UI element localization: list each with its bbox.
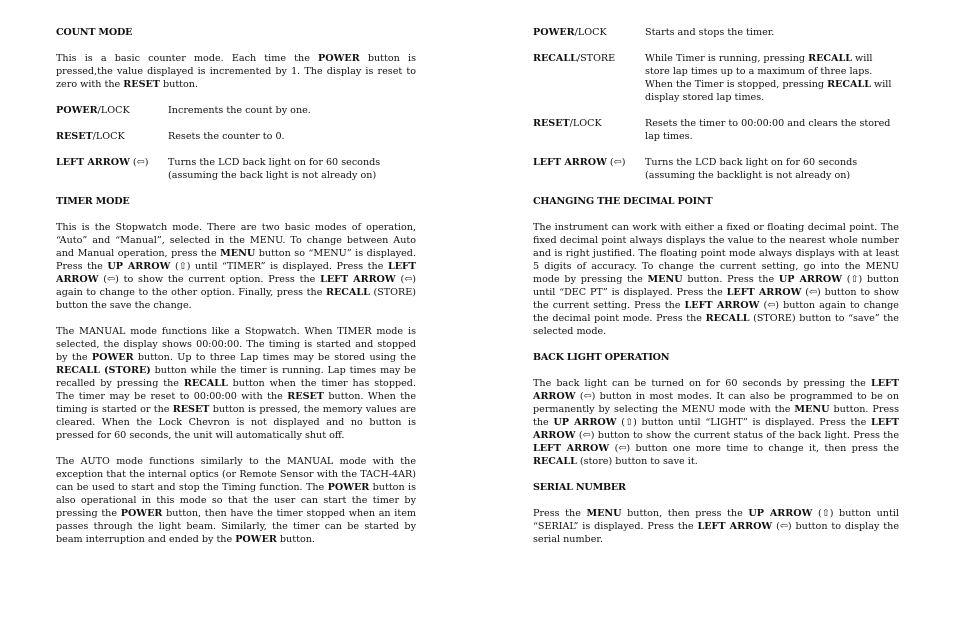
text-run: Increments the count by one. xyxy=(168,105,311,116)
text-run: While Timer is running, pressing xyxy=(645,53,809,64)
bold-term: RECALL xyxy=(808,53,852,64)
button-name xyxy=(533,156,645,182)
text-run: The back light can be turned on for 60 seconds by pressing the xyxy=(533,378,871,389)
bold-term: UP ARROW xyxy=(748,508,813,519)
text-run: button while the timer is running. Lap times may be recalled by pressing the xyxy=(56,365,416,389)
text-run: button. Press the xyxy=(682,274,779,285)
back-light-heading: BACK LIGHT OPERATION xyxy=(533,352,670,363)
bold-term: RECALL xyxy=(325,287,370,298)
button-name xyxy=(533,26,645,39)
text-run: /LOCK xyxy=(569,118,602,129)
bold-term: RESET xyxy=(56,131,93,142)
text-run: (⇦) button to display the serial number. xyxy=(533,521,899,545)
bold-term: LEFT ARROW xyxy=(533,157,607,168)
bold-term: POWER xyxy=(318,53,360,64)
button-description-row xyxy=(56,130,416,143)
bold-term: RECALL (STORE) xyxy=(56,365,151,376)
button-description xyxy=(645,156,899,182)
text-run: button, then have the timer stopped when an item passes through the light beam. Similarly, the timer can be started by beam interruption and ended by the xyxy=(56,508,416,545)
serial-number-paragraph xyxy=(533,507,899,546)
bold-term: POWER xyxy=(120,508,163,519)
text-run: button is pressed, the memory values are cleared. When the Lock Chevron is not displayed and no button is pressed for 60 seconds, the unit will automatically shut off. xyxy=(56,404,417,441)
text-run: Turns the LCD back light on for 60 seconds (assuming the backlight is not already on) xyxy=(645,157,858,181)
bold-term: LEFT ARROW xyxy=(56,157,130,168)
text-run: button. xyxy=(276,534,315,545)
bold-term: MENU xyxy=(647,274,683,285)
bold-term: MENU xyxy=(220,248,256,259)
bold-term: RECALL xyxy=(827,79,871,90)
text-run: This is a basic counter mode. Each time the xyxy=(56,53,319,64)
auto-mode-paragraph xyxy=(56,455,416,546)
text-run: (⇧) button until “LIGHT” is displayed. Press the xyxy=(616,417,871,428)
count-mode-button-list xyxy=(56,104,416,182)
bold-term: RESET xyxy=(287,391,324,402)
button-name xyxy=(533,117,645,143)
left-column xyxy=(56,26,416,559)
right-column xyxy=(533,26,899,559)
button-name xyxy=(56,156,168,182)
text-run: button is also operational in this mode so that the user can start the timer by pressing the xyxy=(56,482,417,519)
text-run: Turns the LCD back light on for 60 seconds (assuming the back light is not already on) xyxy=(168,157,381,181)
bold-term: UP ARROW xyxy=(778,274,843,285)
button-name xyxy=(56,130,168,143)
button-description-row xyxy=(533,26,899,39)
bold-term: LEFT ARROW xyxy=(533,417,899,441)
bold-term: POWER xyxy=(533,27,575,38)
button-description-row xyxy=(533,52,899,104)
bold-term: LEFT ARROW xyxy=(533,443,610,454)
bold-term: UP ARROW xyxy=(553,417,617,428)
button-description xyxy=(168,156,416,182)
text-run: /STORE xyxy=(576,53,616,64)
text-run: The instrument can work with either a fixed or floating decimal point. The fixed decimal point always displays the value to the nearest whole number and is right justified. The floating point mode always displays with at least 5 digits of accuracy. To change the current setting, go into the MENU mode by pressing the xyxy=(533,222,899,285)
bold-term: LEFT ARROW xyxy=(697,521,773,532)
button-description xyxy=(645,52,899,104)
text-run: (⇦) button to show the current status of the back light. Press the xyxy=(575,430,899,441)
text-run: (⇦) button one more time to change it, then press the xyxy=(609,443,900,454)
text-run: will display stored lap times. xyxy=(645,79,892,103)
button-name xyxy=(56,104,168,117)
count-mode-heading: COUNT MODE xyxy=(56,27,133,38)
text-run: (⇦) again to change to the other option. Finally, press the xyxy=(56,274,416,298)
bold-term: RESET xyxy=(533,118,570,129)
text-run: This is the Stopwatch mode. There are two basic modes of operation, “Auto” and “Manual”, selected in the MENU. To change between Auto and Manual operation, press the xyxy=(56,222,416,259)
text-run: (⇦) xyxy=(606,157,626,168)
text-run: Resets the counter to 0. xyxy=(168,131,285,142)
text-run: Starts and stops the timer. xyxy=(645,27,775,38)
button-description xyxy=(645,26,899,39)
bold-term: MENU xyxy=(794,404,830,415)
text-run: will store lap times up to a maximum of three laps. When the Timer is stopped, pressing xyxy=(645,53,873,90)
bold-term: POWER xyxy=(91,352,134,363)
text-run: button, then press the xyxy=(621,508,749,519)
text-run: (⇦) button again to change the decimal point mode. Press the xyxy=(533,300,899,324)
text-run: button when the timer has stopped. The timer may be reset to 00:00:00 with the xyxy=(56,378,416,402)
button-description xyxy=(168,130,416,143)
manual-mode-paragraph xyxy=(56,325,416,442)
text-run: /LOCK xyxy=(92,131,125,142)
button-description-row xyxy=(56,104,416,117)
bold-term: POWER xyxy=(235,534,277,545)
button-description xyxy=(645,117,899,143)
back-light-paragraph xyxy=(533,377,899,468)
bold-term: RESET xyxy=(123,79,160,90)
timer-mode-heading: TIMER MODE xyxy=(56,196,130,207)
bold-term: LEFT ARROW xyxy=(56,261,416,285)
text-run: button. When the timing is started or the xyxy=(56,391,416,415)
bold-term: RECALL xyxy=(533,53,577,64)
text-run: Press the xyxy=(533,508,587,519)
button-description xyxy=(168,104,416,117)
bold-term: LEFT ARROW xyxy=(684,300,760,311)
text-run: (⇦) button in most modes. It can also be programmed to be on permanently by selecting the MENU mode with the xyxy=(533,391,899,415)
text-run: (STORE) button the save the change. xyxy=(56,287,416,311)
bold-term: RESET xyxy=(172,404,210,415)
text-run: button. Press the xyxy=(533,404,899,428)
text-run: /LOCK xyxy=(97,105,130,116)
text-run: (⇧) until “TIMER” is displayed. Press the xyxy=(170,261,388,272)
button-description-row xyxy=(533,117,899,143)
button-description-row xyxy=(56,156,416,182)
serial-number-heading: SERIAL NUMBER xyxy=(533,482,626,493)
decimal-point-paragraph xyxy=(533,221,899,338)
bold-term: RECALL xyxy=(183,378,228,389)
text-run: (store) button to save it. xyxy=(576,456,698,467)
timer-button-list xyxy=(533,26,899,182)
text-run: Resets the timer to 00:00:00 and clears the stored lap times. xyxy=(645,118,891,142)
bold-term: RECALL xyxy=(705,313,750,324)
text-run: button. Up to three Lap times may be stored using the xyxy=(133,352,416,363)
text-run: (⇧) button until “SERIAL” is displayed. Press the xyxy=(533,508,899,532)
text-run: (⇦) to show the current option. Press the xyxy=(98,274,321,285)
text-run: The AUTO mode functions similarly to the MANUAL mode with the exception that the internal optics (or Remote Sensor with the TACH-4AR) can be used to start and stop the Timing function. The xyxy=(56,456,416,493)
timer-mode-paragraph xyxy=(56,221,416,312)
text-run: button. xyxy=(159,79,199,90)
bold-term: RECALL xyxy=(533,456,577,467)
count-mode-intro xyxy=(56,52,416,91)
bold-term: POWER xyxy=(56,105,98,116)
bold-term: MENU xyxy=(586,508,622,519)
text-run: button is pressed,the value displayed is incremented by 1. The display is reset to zero with the xyxy=(56,53,416,90)
decimal-point-heading: CHANGING THE DECIMAL POINT xyxy=(533,196,713,207)
bold-term: LEFT ARROW xyxy=(320,274,396,285)
button-description-row xyxy=(533,156,899,182)
text-run: button so “MENU” is displayed. Press the xyxy=(56,248,416,272)
text-run: (⇦) xyxy=(129,157,149,168)
text-run: The MANUAL mode functions like a Stopwatch. When TIMER mode is selected, the display shows 00:00:00. The timing is started and stopped by the xyxy=(56,326,416,363)
text-run: (⇧) button until “DEC PT” is displayed. Press the xyxy=(533,274,899,298)
text-run: (⇦) button to show the current setting. Press the xyxy=(533,287,900,311)
bold-term: LEFT ARROW xyxy=(726,287,802,298)
text-run: /LOCK xyxy=(574,27,607,38)
bold-term: POWER xyxy=(327,482,370,493)
button-name xyxy=(533,52,645,104)
text-run: (STORE) button to “save” the selected mode. xyxy=(533,313,899,337)
bold-term: UP ARROW xyxy=(107,261,171,272)
bold-term: LEFT ARROW xyxy=(533,378,899,402)
